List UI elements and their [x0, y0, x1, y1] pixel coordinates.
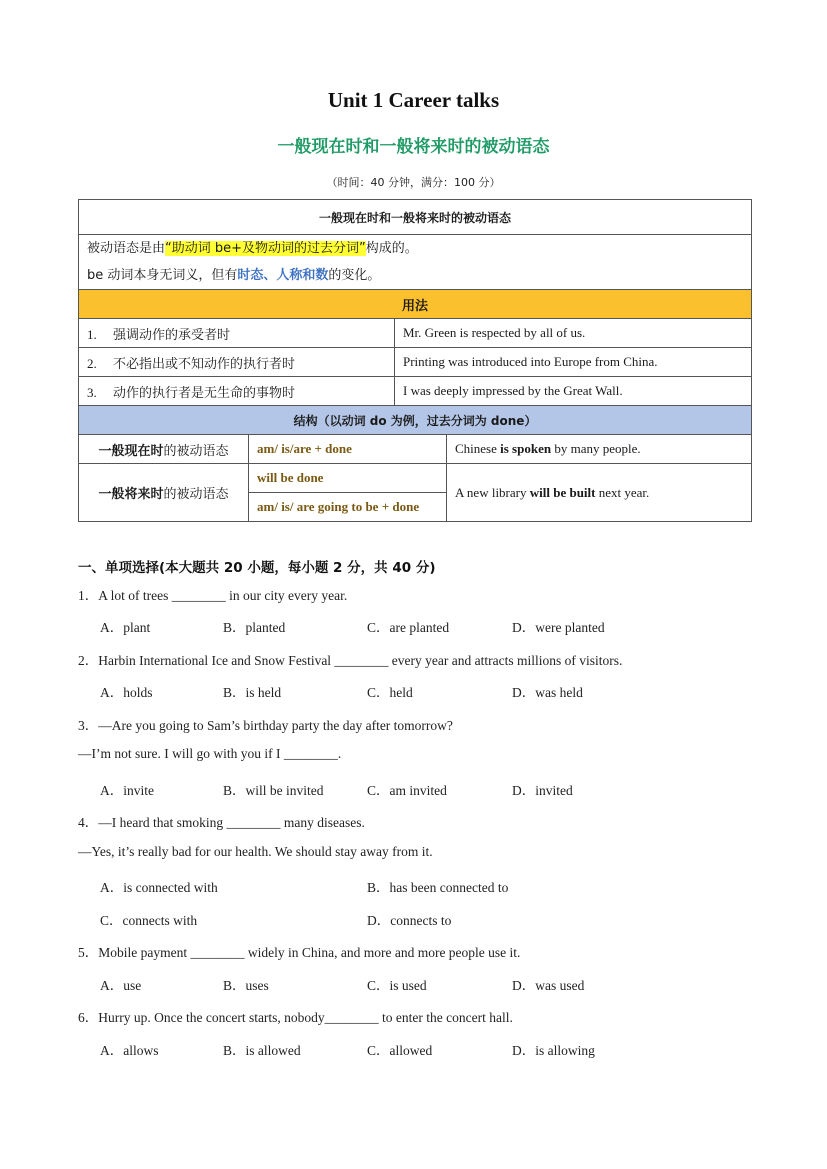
option-a[interactable]: A．is connected with: [100, 880, 218, 895]
example-bold: will be built: [529, 484, 596, 500]
usage-example: Printing was introduced into Europe from China.: [395, 348, 752, 377]
exam-timing: （时间：40 分钟，满分：100 分）: [326, 176, 501, 189]
option-d[interactable]: D．is allowing: [512, 1043, 595, 1058]
intro-line-2: [87, 262, 743, 289]
intro-text: 被动语态是由: [87, 241, 166, 256]
tense-name-bold: 一般现在时: [98, 443, 164, 459]
option-b[interactable]: B．is allowed: [223, 1043, 301, 1058]
option-c[interactable]: C．is used: [367, 978, 427, 993]
question-stem: 6．Hurry up. Once the concert starts, nobody________ to enter the concert hall.: [78, 1010, 513, 1025]
question-stem-continued: —I’m not sure. I will go with you if I ________.: [78, 746, 342, 761]
intro-text: 构成的。: [365, 241, 418, 256]
tense-name-bold: 一般将来时: [98, 487, 164, 502]
option-a[interactable]: A．holds: [100, 685, 153, 700]
intro-text: 的变化。: [328, 268, 381, 283]
usage-cell-zh: [79, 348, 395, 377]
usage-text: 动作的执行者是无生命的事物时: [113, 385, 296, 401]
grammar-table: [78, 199, 752, 522]
usage-row: [79, 319, 752, 348]
tense-name-rest: 的被动语态: [163, 487, 229, 502]
present-tense-name: [79, 435, 249, 464]
future-example: [447, 464, 752, 522]
usage-heading: 用法: [79, 290, 752, 319]
page-subtitle: 一般现在时和一般将来时的被动语态: [277, 137, 550, 157]
option-d[interactable]: D．invited: [512, 783, 573, 798]
grammar-intro: [79, 235, 752, 290]
grammar-table-heading: 一般现在时和一般将来时的被动语态: [79, 200, 752, 235]
question-stem-continued: —Yes, it’s really bad for our health. We should stay away from it.: [78, 844, 433, 859]
intro-highlight: “助动词 be+及物动词的过去分词”: [165, 241, 366, 256]
option-b[interactable]: B．uses: [223, 978, 269, 993]
question-stem: 5．Mobile payment ________ widely in China, and more and more people use it.: [78, 945, 521, 960]
option-c[interactable]: C．held: [367, 685, 413, 700]
usage-number: 1.: [87, 326, 97, 342]
question-stem: 1．A lot of trees ________ in our city every year.: [78, 588, 348, 603]
option-c[interactable]: C．connects with: [100, 913, 198, 928]
option-d[interactable]: D．was used: [512, 978, 585, 993]
example-text: next year.: [595, 484, 650, 500]
intro-emphasis: 时态、人称和数: [237, 268, 329, 283]
option-a[interactable]: A．use: [100, 978, 142, 993]
present-example: [447, 435, 752, 464]
option-b[interactable]: B．planted: [223, 620, 286, 635]
question-stem: 2．Harbin International Ice and Snow Festival ________ every year and attracts millions of visitors.: [78, 653, 623, 668]
usage-row: [79, 348, 752, 377]
intro-text: be 动词本身无词义，但有: [87, 268, 238, 283]
usage-text: 不必指出或不知动作的执行者时: [113, 356, 296, 372]
present-formula: am/ is/are + done: [249, 435, 447, 464]
example-text: Chinese: [455, 441, 501, 456]
future-formula-going-to: am/ is/ are going to be + done: [249, 493, 447, 522]
usage-number: 3.: [87, 384, 97, 400]
usage-example: I was deeply impressed by the Great Wall.: [395, 377, 752, 406]
option-b[interactable]: B．is held: [223, 685, 282, 700]
future-tense-name: [79, 464, 249, 522]
usage-text: 强调动作的承受者时: [113, 327, 231, 343]
example-text: by many people.: [551, 441, 641, 456]
section-title: 一、单项选择(本大题共 20 小题，每小题 2 分，共 40 分): [78, 560, 436, 576]
usage-row: [79, 377, 752, 406]
option-d[interactable]: D．connects to: [367, 913, 452, 928]
question-stem: 3．—Are you going to Sam’s birthday party the day after tomorrow?: [78, 718, 453, 733]
future-formula-will: will be done: [249, 464, 447, 493]
option-a[interactable]: A．allows: [100, 1043, 159, 1058]
option-d[interactable]: D．was held: [512, 685, 583, 700]
usage-example: Mr. Green is respected by all of us.: [395, 319, 752, 348]
intro-line-1: [87, 235, 743, 262]
structure-heading: 结构（以动词 do 为例，过去分词为 done）: [79, 406, 752, 435]
option-c[interactable]: C．allowed: [367, 1043, 433, 1058]
option-a[interactable]: A．invite: [100, 783, 154, 798]
question-stem: 4．—I heard that smoking ________ many diseases.: [78, 815, 365, 830]
option-b[interactable]: B．has been connected to: [367, 880, 509, 895]
option-b[interactable]: B．will be invited: [223, 783, 324, 798]
example-bold: is spoken: [500, 441, 552, 456]
usage-cell-zh: [79, 319, 395, 348]
usage-number: 2.: [87, 355, 97, 371]
option-d[interactable]: D．were planted: [512, 620, 605, 635]
usage-cell-zh: [79, 377, 395, 406]
option-c[interactable]: C．am invited: [367, 783, 447, 798]
example-text: A new library: [455, 484, 530, 500]
page-title: Unit 1 Career talks: [327, 88, 500, 112]
option-c[interactable]: C．are planted: [367, 620, 450, 635]
option-a[interactable]: A．plant: [100, 620, 151, 635]
tense-name-rest: 的被动语态: [163, 443, 229, 459]
